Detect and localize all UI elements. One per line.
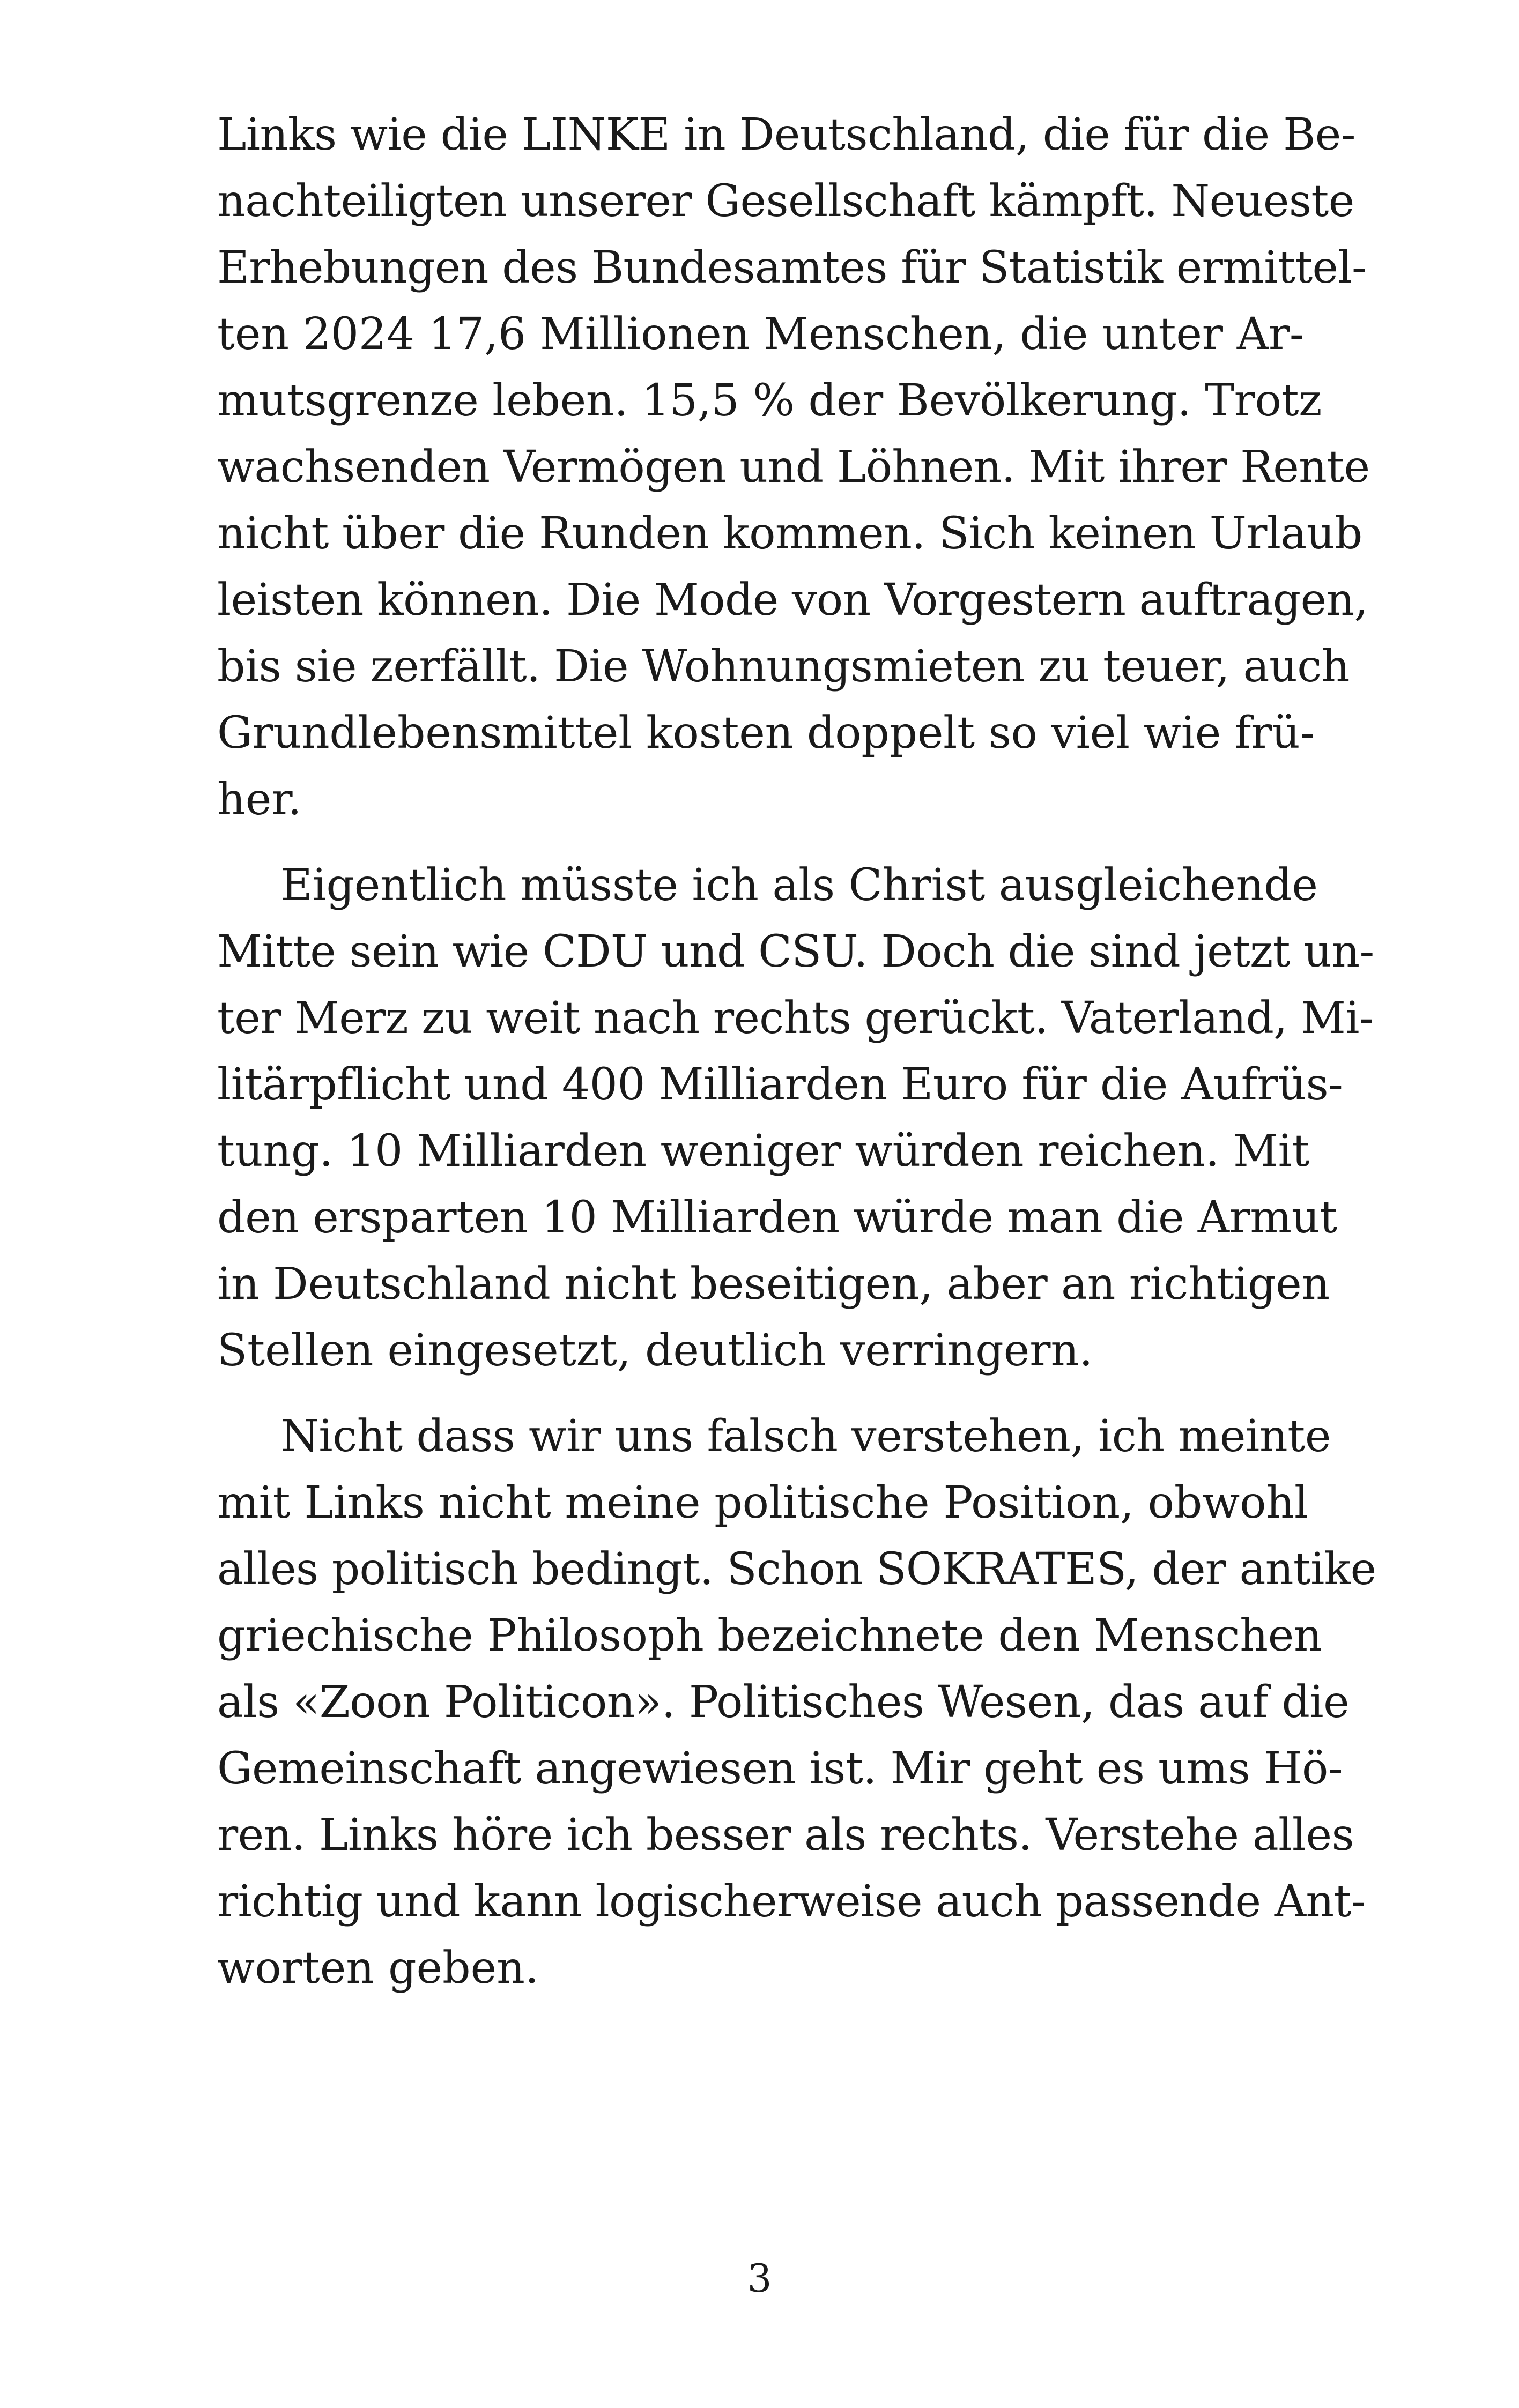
text-line: worten geben. bbox=[217, 1943, 539, 1994]
body-text bbox=[217, 102, 1376, 2002]
page-number: 3 bbox=[747, 2256, 772, 2301]
text-line: Mitte sein wie CDU und CSU. Doch die sind jetzt un- bbox=[217, 926, 1374, 977]
text-line: Erhebungen des Bundesamtes für Statistik ermittel- bbox=[217, 242, 1367, 293]
text-line: mit Links nicht meine politische Position, obwohl bbox=[217, 1477, 1309, 1528]
text-line: alles politisch bedingt. Schon SOKRATES, der antike bbox=[217, 1544, 1376, 1595]
text-line: Links wie die LINKE in Deutschland, die für die Be- bbox=[217, 109, 1355, 160]
text-line: richtig und kann logischerweise auch passende Ant- bbox=[217, 1876, 1366, 1927]
text-line: griechische Philosoph bezeichnete den Menschen bbox=[217, 1610, 1322, 1661]
text-line: Grundlebensmittel kosten doppelt so viel wie frü- bbox=[217, 708, 1315, 759]
text-line: nicht über die Runden kommen. Sich keinen Urlaub bbox=[217, 508, 1362, 559]
text-line: Stellen eingesetzt, deutlich verringern. bbox=[217, 1325, 1093, 1376]
text-line: ren. Links höre ich besser als rechts. Verstehe alles bbox=[217, 1810, 1354, 1861]
paragraph-spacer bbox=[217, 1384, 1290, 1403]
text-line: Eigentlich müsste ich als Christ ausgleichende bbox=[280, 860, 1318, 911]
paragraph-3 bbox=[217, 1403, 1376, 2002]
text-line: in Deutschland nicht beseitigen, aber an richtigen bbox=[217, 1259, 1330, 1310]
text-line: ten 2024 17,6 Millionen Menschen, die unter Ar- bbox=[217, 309, 1305, 360]
text-line: nachteiligten unserer Gesellschaft kämpft. Neueste bbox=[217, 176, 1354, 227]
text-line: leisten können. Die Mode von Vorgestern auftragen, bbox=[217, 575, 1368, 626]
text-line: bis sie zerfällt. Die Wohnungsmieten zu teuer, auch bbox=[217, 641, 1350, 692]
paragraph-1 bbox=[217, 102, 1370, 833]
text-line: tung. 10 Milliarden weniger würden reichen. Mit bbox=[217, 1126, 1310, 1177]
text-line: ter Merz zu weit nach rechts gerückt. Vaterland, Mi- bbox=[217, 993, 1374, 1044]
text-line: mutsgrenze leben. 15,5 % der Bevölkerung. Trotz bbox=[217, 375, 1322, 426]
paragraph-spacer bbox=[217, 833, 1290, 852]
text-line: Nicht dass wir uns falsch verstehen, ich meinte bbox=[280, 1411, 1331, 1462]
text-line: her. bbox=[217, 774, 302, 825]
text-line: Gemeinschaft angewiesen ist. Mir geht es ums Hö- bbox=[217, 1743, 1343, 1794]
text-line: den ersparten 10 Milliarden würde man die Armut bbox=[217, 1192, 1337, 1243]
text-line: litärpflicht und 400 Milliarden Euro für die Aufrüs- bbox=[217, 1059, 1343, 1110]
paragraph-2 bbox=[217, 852, 1374, 1384]
text-line: als «Zoon Politicon». Politisches Wesen, das auf die bbox=[217, 1677, 1350, 1728]
text-line: wachsenden Vermögen und Löhnen. Mit ihrer Rente bbox=[217, 442, 1370, 493]
